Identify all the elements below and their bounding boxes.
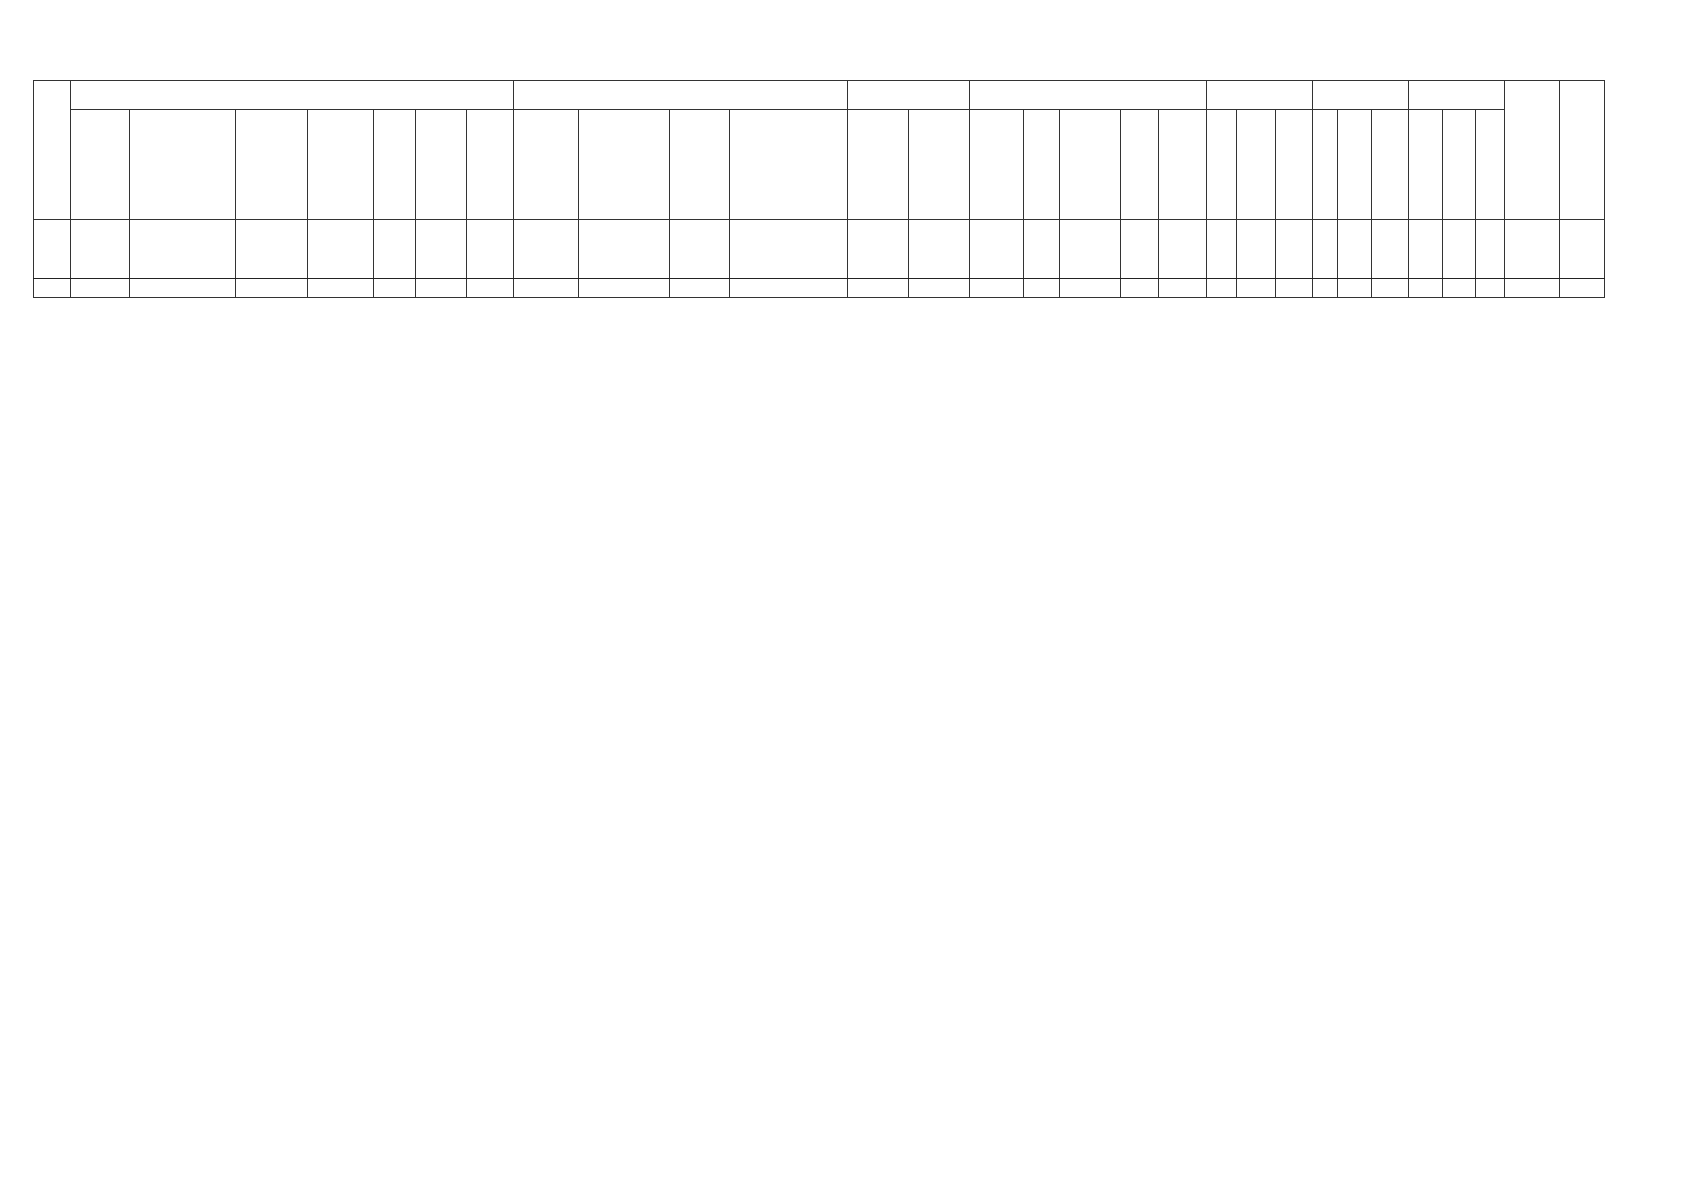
header-street: [235, 110, 308, 220]
header-settlement: [130, 110, 235, 220]
cell-street: [235, 279, 308, 298]
cell-building: [374, 279, 416, 298]
cell-fence: [1159, 220, 1207, 279]
header-bulky-capacity: [1442, 110, 1475, 220]
header-mixed-qty: [1206, 110, 1236, 220]
header-latitude: [415, 110, 467, 220]
group-utilized-containers-header: [1313, 81, 1409, 110]
cell-settlement: [130, 279, 235, 298]
cell-area: [1024, 220, 1059, 279]
container-sites-registry-table: [33, 80, 1605, 298]
header-status: [1504, 81, 1560, 220]
cell-legal-form: [514, 220, 579, 279]
cell-bulky-material: [1476, 220, 1504, 279]
header-utilized-capacity: [1338, 110, 1371, 220]
header-site-number: [969, 110, 1024, 220]
group-owners-header: [514, 81, 848, 110]
cell-municipality: [71, 220, 130, 279]
cell-latitude: [415, 279, 467, 298]
cell-bulky-qty: [1409, 279, 1442, 298]
header-utilized-qty: [1313, 110, 1338, 220]
cell-house: [308, 220, 374, 279]
cell-shared: [1560, 220, 1605, 279]
cell-num: [34, 220, 71, 279]
cell-owner-inn: [670, 220, 730, 279]
group-mixed-containers-header: [1206, 81, 1312, 110]
cell-utilized-capacity: [1338, 279, 1371, 298]
header-house: [308, 110, 374, 220]
header-building: [374, 110, 416, 220]
cell-building: [374, 220, 416, 279]
header-fence: [1159, 110, 1207, 220]
cell-site-number: [969, 279, 1024, 298]
group-bulky-containers-header: [1409, 81, 1504, 110]
cell-mixed-material: [1275, 220, 1312, 279]
cell-status: [1504, 220, 1560, 279]
cell-house: [308, 279, 374, 298]
cell-latitude: [415, 220, 467, 279]
header-owner-ogrn: [729, 110, 848, 220]
cell-owner-name: [578, 220, 669, 279]
cell-surface: [1059, 220, 1120, 279]
cell-utilized-material: [1371, 220, 1408, 279]
header-municipality: [71, 110, 130, 220]
cell-site-type: [1120, 220, 1158, 279]
header-bulky-material: [1476, 110, 1504, 220]
cell-fence: [1159, 279, 1207, 298]
group-service-header: [848, 81, 970, 110]
cell-num: [34, 279, 71, 298]
cell-service-inn: [909, 220, 970, 279]
group-tech-header: [969, 81, 1206, 110]
cell-longitude: [467, 279, 514, 298]
cell-service-name: [848, 220, 909, 279]
header-num: [34, 81, 71, 220]
cell-municipality: [71, 279, 130, 298]
header-utilized-material: [1371, 110, 1408, 220]
cell-owner-inn: [670, 279, 730, 298]
cell-owner-ogrn: [729, 220, 848, 279]
cell-utilized-material: [1371, 279, 1408, 298]
cell-bulky-material: [1476, 279, 1504, 298]
header-longitude: [467, 110, 514, 220]
cell-utilized-qty: [1313, 279, 1338, 298]
cell-mixed-capacity: [1237, 220, 1275, 279]
cell-longitude: [467, 220, 514, 279]
cell-utilized-qty: [1313, 220, 1338, 279]
cell-bulky-capacity: [1442, 220, 1475, 279]
cell-bulky-qty: [1409, 220, 1442, 279]
header-surface: [1059, 110, 1120, 220]
header-service-inn: [909, 110, 970, 220]
cell-settlement: [130, 220, 235, 279]
cell-street: [235, 220, 308, 279]
cell-owner-name: [578, 279, 669, 298]
header-bulky-qty: [1409, 110, 1442, 220]
cell-service-inn: [909, 279, 970, 298]
cell-mixed-capacity: [1237, 279, 1275, 298]
cell-status: [1504, 279, 1560, 298]
cell-mixed-material: [1275, 279, 1312, 298]
table-row: [34, 220, 1605, 279]
header-service-name: [848, 110, 909, 220]
cell-mixed-qty: [1206, 220, 1236, 279]
header-shared: [1560, 81, 1605, 220]
cell-site-type: [1120, 279, 1158, 298]
cell-site-number: [969, 220, 1024, 279]
cell-utilized-capacity: [1338, 220, 1371, 279]
header-mixed-capacity: [1237, 110, 1275, 220]
header-owner-inn: [670, 110, 730, 220]
header-legal-form: [514, 110, 579, 220]
header-site-type: [1120, 110, 1158, 220]
cell-legal-form: [514, 279, 579, 298]
table-row: [34, 279, 1605, 298]
header-area: [1024, 110, 1059, 220]
cell-bulky-capacity: [1442, 279, 1475, 298]
cell-owner-ogrn: [729, 279, 848, 298]
header-mixed-material: [1275, 110, 1312, 220]
group-location-header: [71, 81, 514, 110]
header-owner-name: [578, 110, 669, 220]
cell-area: [1024, 279, 1059, 298]
cell-shared: [1560, 279, 1605, 298]
cell-service-name: [848, 279, 909, 298]
cell-mixed-qty: [1206, 279, 1236, 298]
cell-surface: [1059, 279, 1120, 298]
